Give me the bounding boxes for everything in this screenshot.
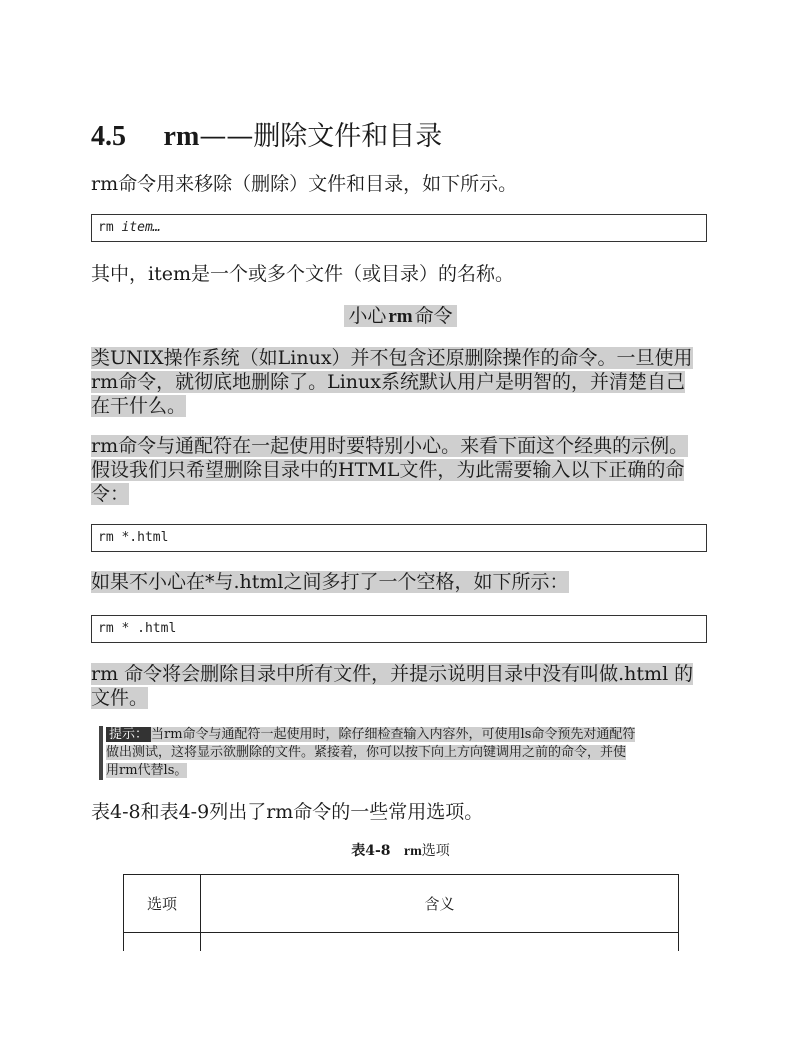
warning-title-post: 命令: [414, 305, 453, 327]
warning-title: [0, 304, 801, 329]
code-argument: item…: [121, 220, 161, 235]
warning-line: 如果不小心在*与.html之间多打了一个空格，如下所示：: [91, 571, 569, 593]
warning-line: rm命令，就彻底地删除了。Linux系统默认用户是明智的，并清楚自己: [91, 371, 685, 393]
warning-title-cmd: rm: [388, 306, 413, 327]
warning-paragraph-4: [91, 662, 711, 710]
section-command: rm: [163, 121, 200, 152]
warning-title-pre: 小心: [348, 305, 387, 327]
warning-line: 在干什么。: [91, 395, 187, 417]
warning-line: 假设我们只希望删除目录中的HTML文件，为此需要输入以下正确的命: [91, 459, 685, 481]
table-cell: [201, 933, 679, 952]
tip-block: [99, 726, 712, 780]
tip-line: 当rm命令与通配符一起使用时，除仔细检查输入内容外，可使用ls命令预先对通配符: [151, 727, 636, 742]
table-header-cell: 选项: [124, 875, 201, 933]
tables-intro: 表4-8和表4-9列出了rm命令的一些常用选项。: [91, 801, 484, 823]
table-caption: [0, 840, 801, 863]
table-caption-text: 选项: [421, 843, 450, 859]
section-heading-text: 删除文件和目录: [253, 121, 443, 152]
table-caption-cmd: rm: [403, 844, 422, 859]
warning-line: rm 命令将会删除目录中所有文件，并提示说明目录中没有叫做.html 的: [91, 663, 694, 685]
tip-line: 做出测试，这将显示欲删除的文件。紧接着，你可以按下向上方向键调用之前的命令，并使: [106, 745, 627, 760]
options-table: [123, 874, 679, 951]
table-header-cell: 含义: [201, 875, 679, 933]
item-description: 其中，item是一个或多个文件（或目录）的名称。: [91, 263, 514, 285]
warning-line: 类UNIX操作系统（如Linux）并不包含还原删除操作的命令。一旦使用: [91, 347, 693, 369]
warning-paragraph-1: [91, 346, 711, 418]
table-header-row: [124, 875, 679, 933]
code-command: rm: [98, 220, 122, 235]
code-block-rm-item: [91, 214, 707, 242]
table-cell: [124, 933, 201, 952]
warning-line: rm命令与通配符在一起使用时要特别小心。来看下面这个经典的示例。: [91, 435, 689, 457]
warning-paragraph-2: [91, 434, 711, 506]
section-dash: ——: [199, 121, 254, 152]
intro-paragraph: rm命令用来移除（删除）文件和目录，如下所示。: [91, 173, 518, 195]
tip-label: 提示：: [106, 727, 151, 742]
tip-line: 用rm代替ls。: [106, 763, 188, 778]
section-number: 4.5: [91, 121, 126, 152]
code-block-rm-html: rm *.html: [91, 524, 707, 552]
warning-line: 令：: [91, 483, 130, 505]
section-title: [91, 116, 442, 156]
table-row: [124, 933, 679, 952]
table-caption-label: 表4-8: [351, 843, 391, 859]
warning-line: 文件。: [91, 687, 149, 709]
code-block-rm-star-html: rm * .html: [91, 615, 707, 643]
warning-paragraph-3: [91, 570, 711, 594]
